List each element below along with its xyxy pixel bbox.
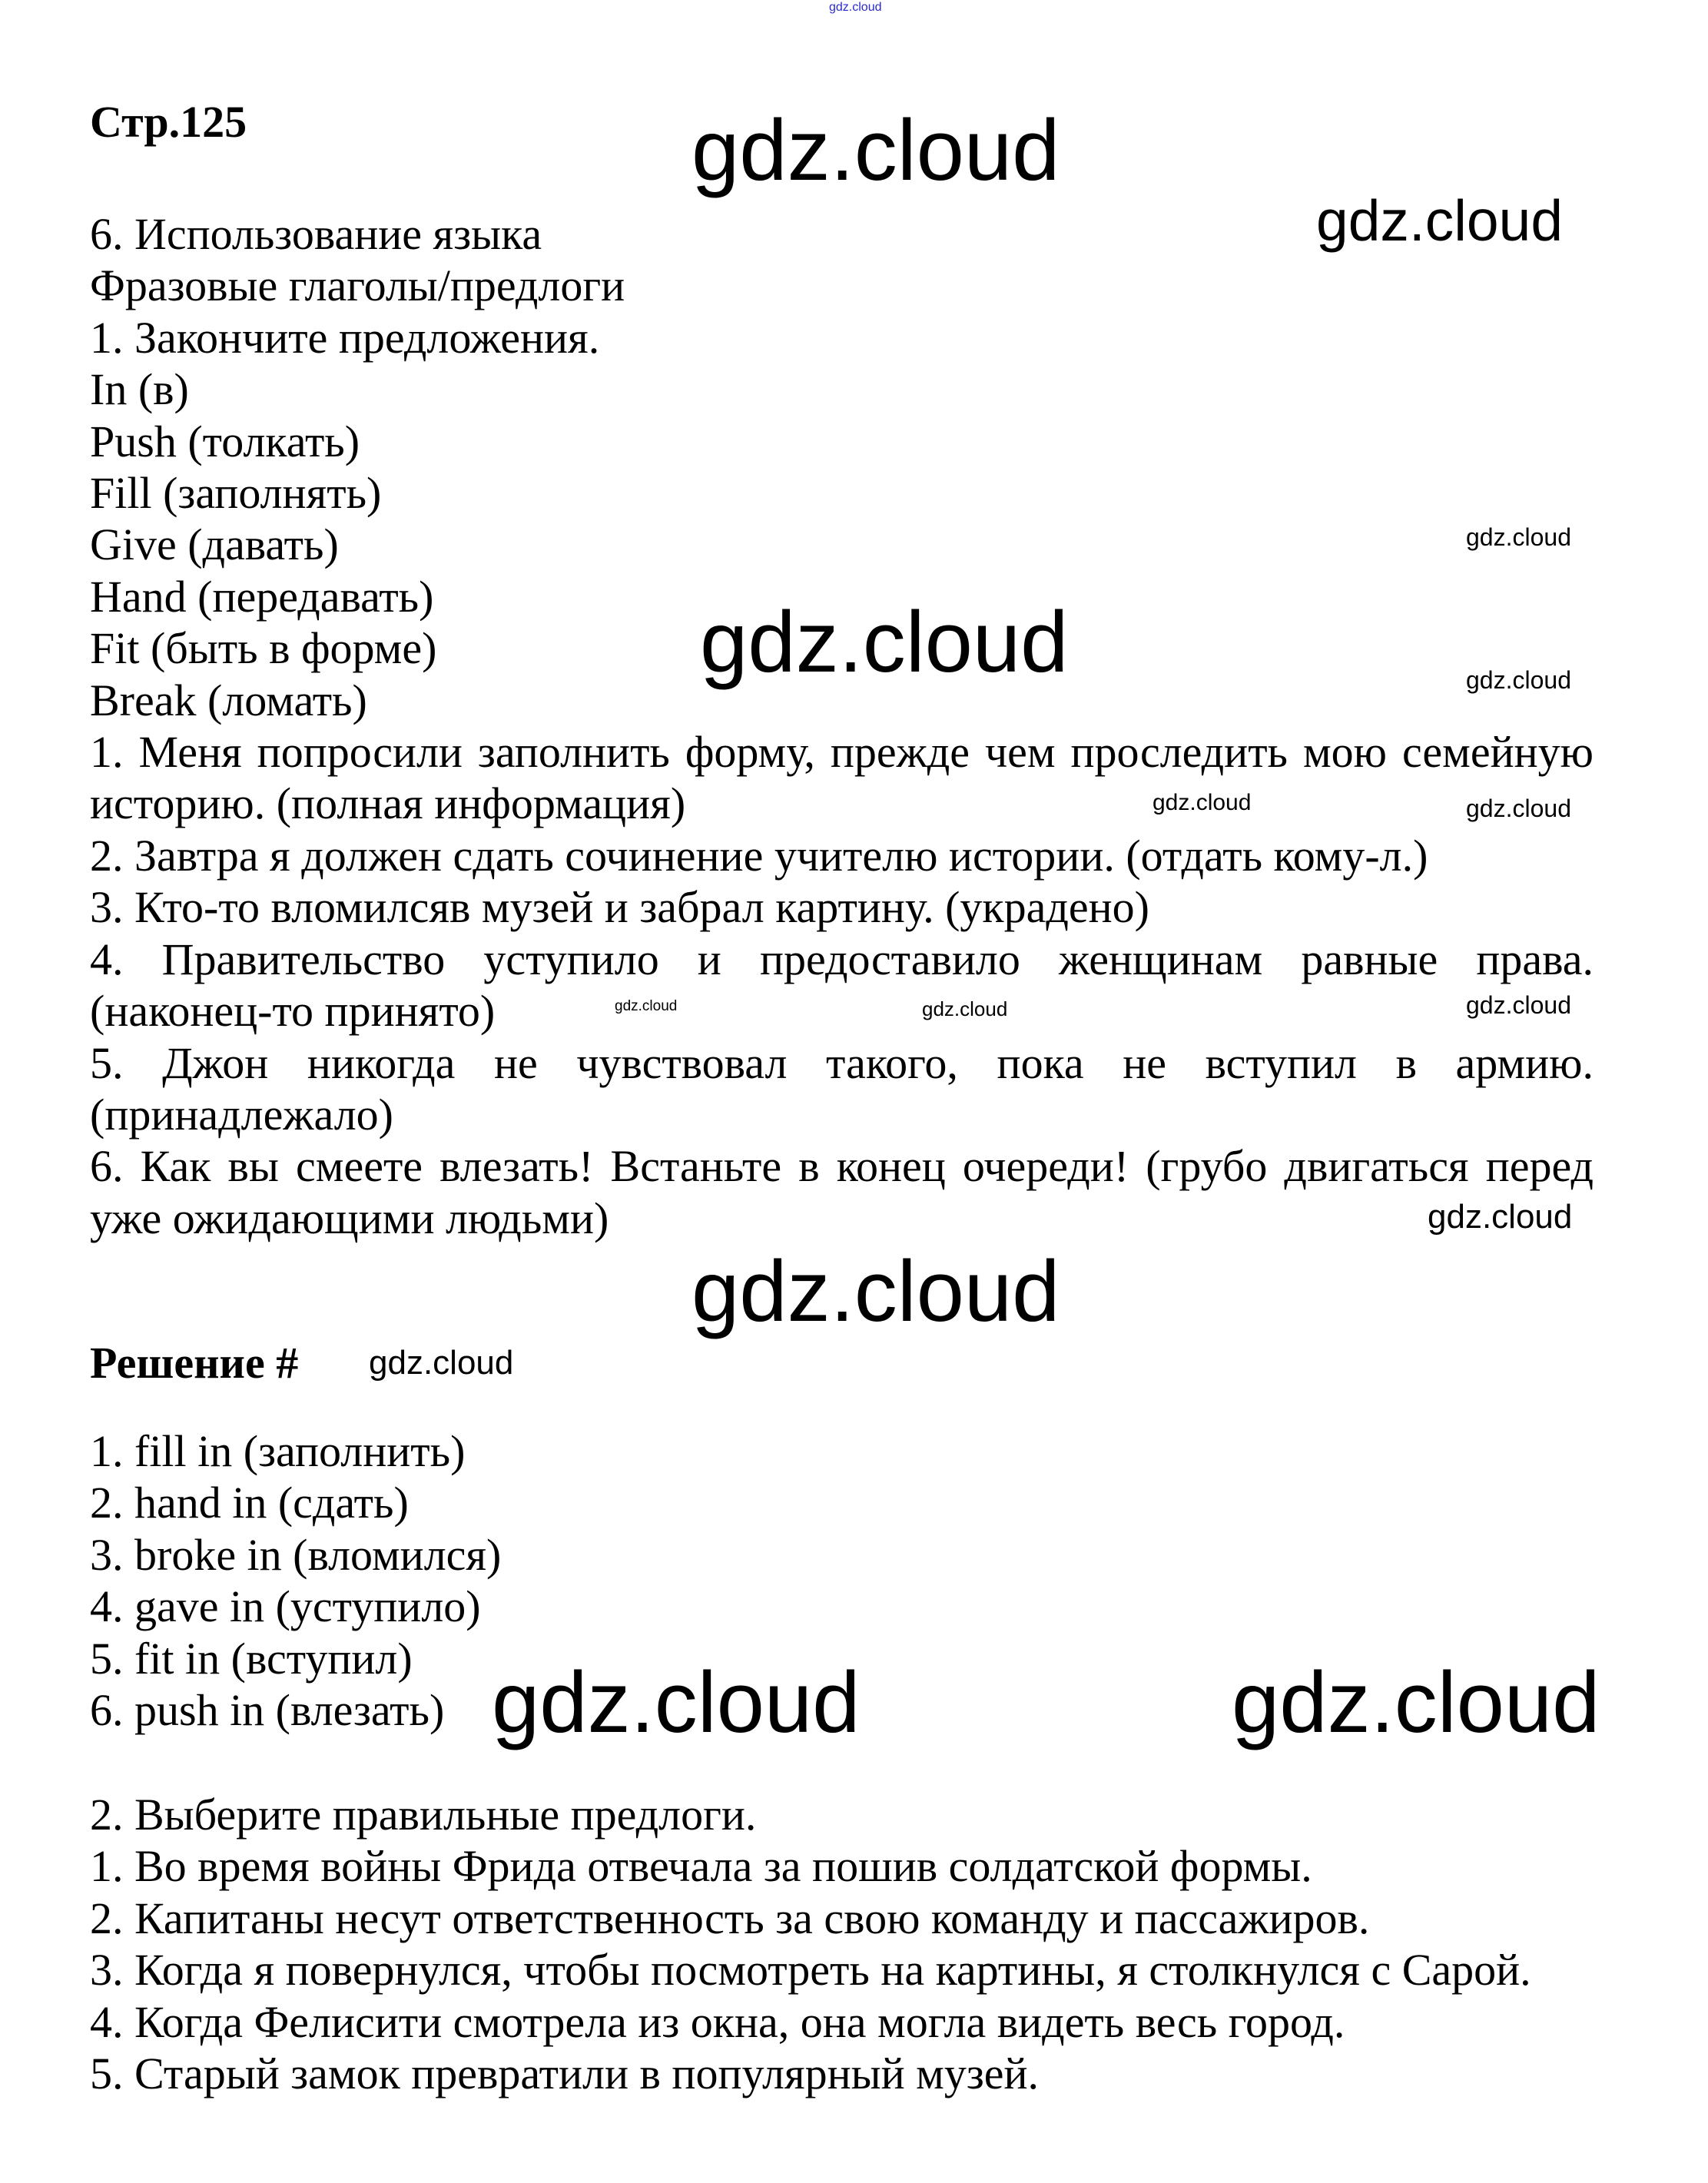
vocab-item: Fill (заполнять) bbox=[90, 468, 382, 519]
page-title: Стр.125 bbox=[90, 97, 247, 147]
sentence-line: 6. Как вы смеете влезать! Встаньте в конец очереди! (грубо двигаться перед bbox=[90, 1141, 1594, 1192]
watermark: gdz.cloud bbox=[691, 102, 1060, 198]
exercise-section-2 bbox=[90, 1789, 1594, 2099]
watermark: gdz.cloud bbox=[1466, 795, 1571, 822]
answer-item: 4. gave in (уступило) bbox=[90, 1581, 481, 1632]
sentence-line: 5. Джон никогда не чувствовал такого, пока не вступил в армию. bbox=[90, 1037, 1594, 1088]
watermark: gdz.cloud bbox=[1466, 666, 1571, 694]
watermark: gdz.cloud bbox=[492, 1654, 861, 1750]
sentence-line: 3. Когда я повернулся, чтобы посмотреть на картины, я столкнулся с Сарой. bbox=[90, 1945, 1531, 1996]
watermark: gdz.cloud bbox=[700, 594, 1069, 690]
vocab-item: Break (ломать) bbox=[90, 675, 367, 725]
section-heading: 6. Использование языка bbox=[90, 209, 542, 259]
watermark: gdz.cloud bbox=[1152, 790, 1252, 815]
watermark: gdz.cloud bbox=[369, 1344, 514, 1382]
exercise-section bbox=[90, 208, 1594, 1244]
sentence-line: 2. Капитаны несут ответственность за свою команду и пассажиров. bbox=[90, 1893, 1370, 1943]
solution-heading: Решение # bbox=[90, 1338, 299, 1388]
watermark: gdz.cloud bbox=[1232, 1654, 1600, 1750]
watermark: gdz.cloud bbox=[615, 998, 678, 1014]
watermark: gdz.cloud bbox=[1316, 188, 1564, 253]
task-instruction: 1. Закончите предложения. bbox=[90, 312, 600, 363]
vocab-item: In (в) bbox=[90, 364, 189, 415]
answer-item: 6. push in (влезать) bbox=[90, 1685, 445, 1736]
sentence-line: (наконец-то принято) bbox=[90, 986, 496, 1037]
sentence-line: 5. Старый замок превратили в популярный музей. bbox=[90, 2049, 1040, 2099]
sentence-line: (принадлежало) bbox=[90, 1089, 393, 1140]
vocab-item: Fit (быть в форме) bbox=[90, 623, 437, 674]
sentence-line: 1. Во время войны Фрида отвечала за пошив солдатской формы. bbox=[90, 1841, 1312, 1892]
section-subheading: Фразовые глаголы/предлоги bbox=[90, 260, 625, 311]
watermark: gdz.cloud bbox=[1466, 991, 1571, 1019]
watermark: gdz.cloud bbox=[691, 1243, 1060, 1339]
task-instruction: 2. Выберите правильные предлоги. bbox=[90, 1790, 757, 1840]
sentence-line: уже ожидающими людьми) bbox=[90, 1193, 609, 1243]
watermark: gdz.cloud bbox=[829, 1, 882, 14]
answer-item: 5. fit in (вступил) bbox=[90, 1633, 413, 1684]
sentence-line: историю. (полная информация) bbox=[90, 778, 686, 829]
answer-item: 3. broke in (вломился) bbox=[90, 1529, 502, 1580]
sentence-line: 2. Завтра я должен сдать сочинение учителю истории. (отдать кому-л.) bbox=[90, 830, 1428, 881]
sentence-line: 4. Когда Фелисити смотрела из окна, она могла видеть весь город. bbox=[90, 1996, 1345, 2047]
watermark: gdz.cloud bbox=[922, 997, 1008, 1020]
answer-item: 2. hand in (сдать) bbox=[90, 1478, 409, 1528]
sentence-line: 4. Правительство уступило и предоставило женщинам равные права. bbox=[90, 934, 1594, 984]
vocab-item: Push (толкать) bbox=[90, 416, 360, 466]
sentence-line: 1. Меня попросили заполнить форму, прежде чем проследить мою семейную bbox=[90, 727, 1594, 778]
watermark: gdz.cloud bbox=[1466, 523, 1571, 551]
vocab-item: Give (давать) bbox=[90, 519, 339, 570]
answer-item: 1. fill in (заполнить) bbox=[90, 1426, 466, 1476]
watermark: gdz.cloud bbox=[1428, 1198, 1573, 1236]
sentence-line: 3. Кто-то вломилсяв музей и забрал картину. (украдено) bbox=[90, 882, 1149, 933]
vocab-item: Hand (передавать) bbox=[90, 571, 434, 622]
